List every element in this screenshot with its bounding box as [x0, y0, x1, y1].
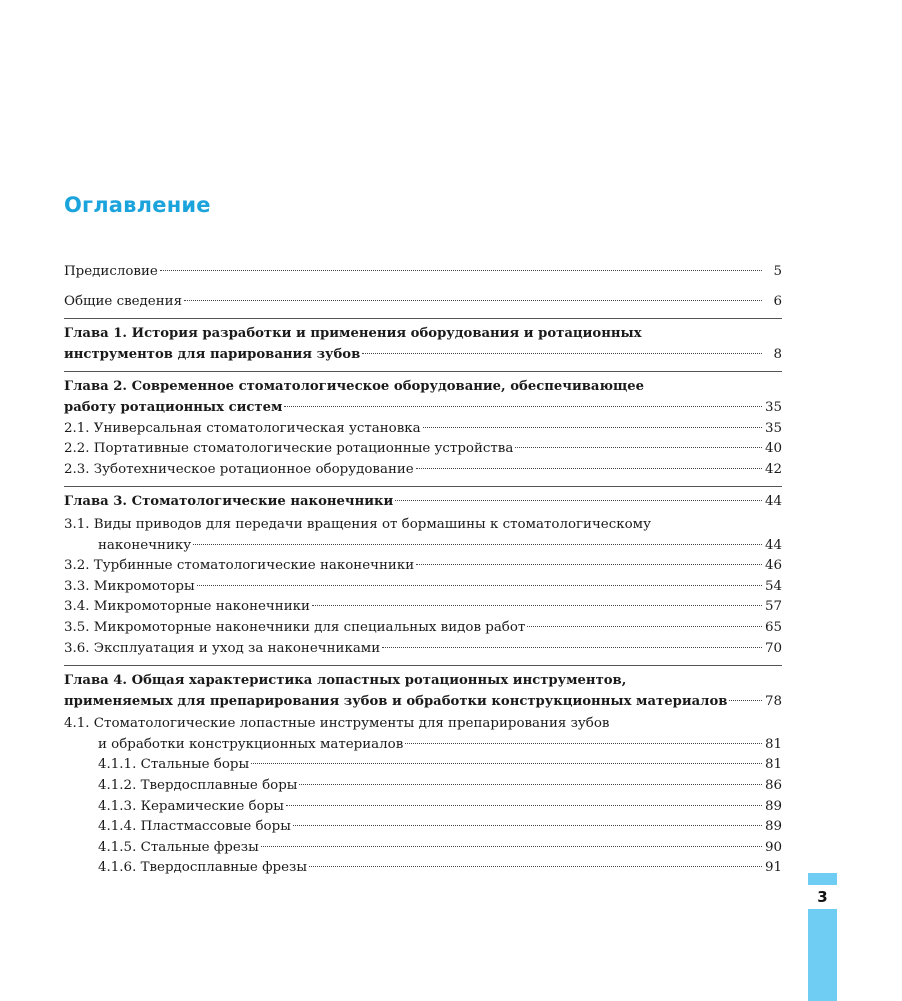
toc-entry-3-1[interactable]	[64, 515, 782, 556]
entry-page: 42	[764, 461, 782, 477]
entry-page: 86	[764, 778, 782, 794]
entry-page: 70	[764, 640, 782, 656]
dot-leader	[382, 647, 762, 648]
toc-entry-2-3[interactable]	[64, 460, 782, 481]
dot-leader	[362, 353, 762, 354]
entry-title: 2.1. Универсальная стоматологическая установка	[64, 420, 421, 436]
entry-page: 78	[764, 693, 782, 709]
entry-page: 90	[764, 839, 782, 855]
dot-leader	[299, 784, 762, 785]
entry-page: 89	[764, 819, 782, 835]
entry-title: 4.1.5. Стальные фрезы	[98, 839, 259, 855]
entry-page: 5	[773, 264, 782, 279]
entry-page: 91	[764, 860, 782, 876]
entry-page: 54	[764, 578, 782, 594]
entry-title-line: Глава 1. История разработки и применения оборудования и ротационных	[64, 326, 642, 342]
entry-title: Общие сведения	[64, 293, 183, 309]
entry-title: 3.3. Микромоторы	[64, 578, 195, 594]
dot-leader	[729, 700, 762, 701]
entry-page: 65	[764, 619, 782, 635]
dot-leader	[193, 544, 762, 545]
entry-page: 46	[764, 558, 782, 574]
entry-page: 35	[764, 399, 782, 415]
dot-leader	[184, 300, 762, 301]
entry-title-line: Глава 2. Современное стоматологическое оборудование, обеспечивающее	[64, 379, 645, 395]
page-number: 3	[808, 885, 837, 909]
dot-leader	[309, 866, 762, 867]
entry-page: 81	[764, 736, 782, 752]
dot-leader	[312, 605, 762, 606]
entry-title: 4.1.2. Твердосплавные боры	[98, 778, 298, 794]
toc-entry-general-info[interactable]	[64, 292, 782, 313]
toc-entry-chapter-4[interactable]	[64, 665, 782, 712]
entry-title-line: 4.1. Стоматологические лопастные инструменты для препарирования зубов	[64, 716, 610, 732]
dot-leader	[197, 585, 762, 586]
toc-entry-preface[interactable]	[64, 262, 782, 283]
entry-page: 89	[764, 798, 782, 814]
toc-entry-3-5[interactable]	[64, 618, 782, 639]
toc-entry-2-2[interactable]	[64, 439, 782, 460]
entry-page: 8	[773, 346, 782, 362]
dot-leader	[423, 427, 762, 428]
toc-entry-2-1[interactable]	[64, 419, 782, 440]
dot-leader	[251, 763, 762, 764]
entry-title: 3.4. Микромоторные наконечники	[64, 599, 310, 615]
entry-title: 4.1.3. Керамические боры	[98, 798, 284, 814]
toc-entry-3-4[interactable]	[64, 597, 782, 618]
dot-leader	[527, 626, 762, 627]
entry-title: 4.1.6. Твердосплавные фрезы	[98, 860, 308, 876]
entry-title: 3.2. Турбинные стоматологические наконечники	[64, 558, 415, 574]
table-of-contents	[64, 262, 782, 879]
toc-entry-4-1-3[interactable]	[64, 797, 782, 818]
toc-entry-4-1-2[interactable]	[64, 776, 782, 797]
toc-heading: Оглавление	[64, 193, 211, 217]
entry-title: 3.6. Эксплуатация и уход за наконечниками	[64, 640, 381, 656]
entry-title: инструментов для парирования зубов	[64, 346, 361, 362]
toc-entry-4-1-6[interactable]	[64, 858, 782, 879]
dot-leader	[293, 825, 762, 826]
toc-entry-3-2[interactable]	[64, 556, 782, 577]
toc-entry-chapter-1[interactable]	[64, 318, 782, 365]
dot-leader	[286, 805, 762, 806]
entry-title: 4.1.1. Стальные боры	[98, 757, 250, 773]
toc-entry-3-3[interactable]	[64, 577, 782, 598]
entry-title: 4.1.4. Пластмассовые боры	[98, 819, 291, 835]
entry-page: 6	[773, 293, 782, 309]
toc-entry-4-1-4[interactable]	[64, 817, 782, 838]
entry-page: 35	[764, 420, 782, 436]
toc-entry-4-1-5[interactable]	[64, 838, 782, 859]
dot-leader	[395, 500, 762, 501]
entry-title: 3.5. Микромоторные наконечники для специальных видов работ	[64, 619, 526, 635]
entry-title: Глава 3. Стоматологические наконечники	[64, 494, 394, 510]
toc-entry-4-1[interactable]	[64, 714, 782, 755]
dot-leader	[284, 406, 762, 407]
entry-page: 40	[764, 441, 782, 457]
entry-title: наконечнику	[98, 537, 192, 553]
toc-entry-chapter-2[interactable]	[64, 371, 782, 418]
entry-page: 44	[764, 494, 782, 510]
entry-page: 57	[764, 599, 782, 615]
toc-entry-3-6[interactable]	[64, 639, 782, 660]
entry-title: работу ротационных систем	[64, 399, 283, 415]
entry-title-line: 3.1. Виды приводов для передачи вращения от бормашины к стоматологическому	[64, 516, 651, 532]
dot-leader	[416, 564, 762, 565]
dot-leader	[160, 270, 762, 271]
entry-title-line: Глава 4. Общая характеристика лопастных ротационных инструментов,	[64, 673, 627, 689]
toc-entry-4-1-1[interactable]	[64, 755, 782, 776]
entry-title: применяемых для препарирования зубов и обработки конструкционных материалов	[64, 693, 728, 709]
entry-title: 2.2. Портативные стоматологические ротационные устройства	[64, 441, 514, 457]
entry-page: 44	[764, 537, 782, 553]
entry-title: Предисловие	[64, 264, 158, 279]
dot-leader	[405, 743, 762, 744]
dot-leader	[261, 846, 762, 847]
entry-title: и обработки конструкционных материалов	[98, 736, 404, 752]
dot-leader	[416, 468, 762, 469]
entry-page: 81	[764, 757, 782, 773]
toc-entry-chapter-3[interactable]	[64, 486, 782, 513]
entry-title: 2.3. Зуботехническое ротационное оборудование	[64, 461, 414, 477]
dot-leader	[515, 447, 762, 448]
